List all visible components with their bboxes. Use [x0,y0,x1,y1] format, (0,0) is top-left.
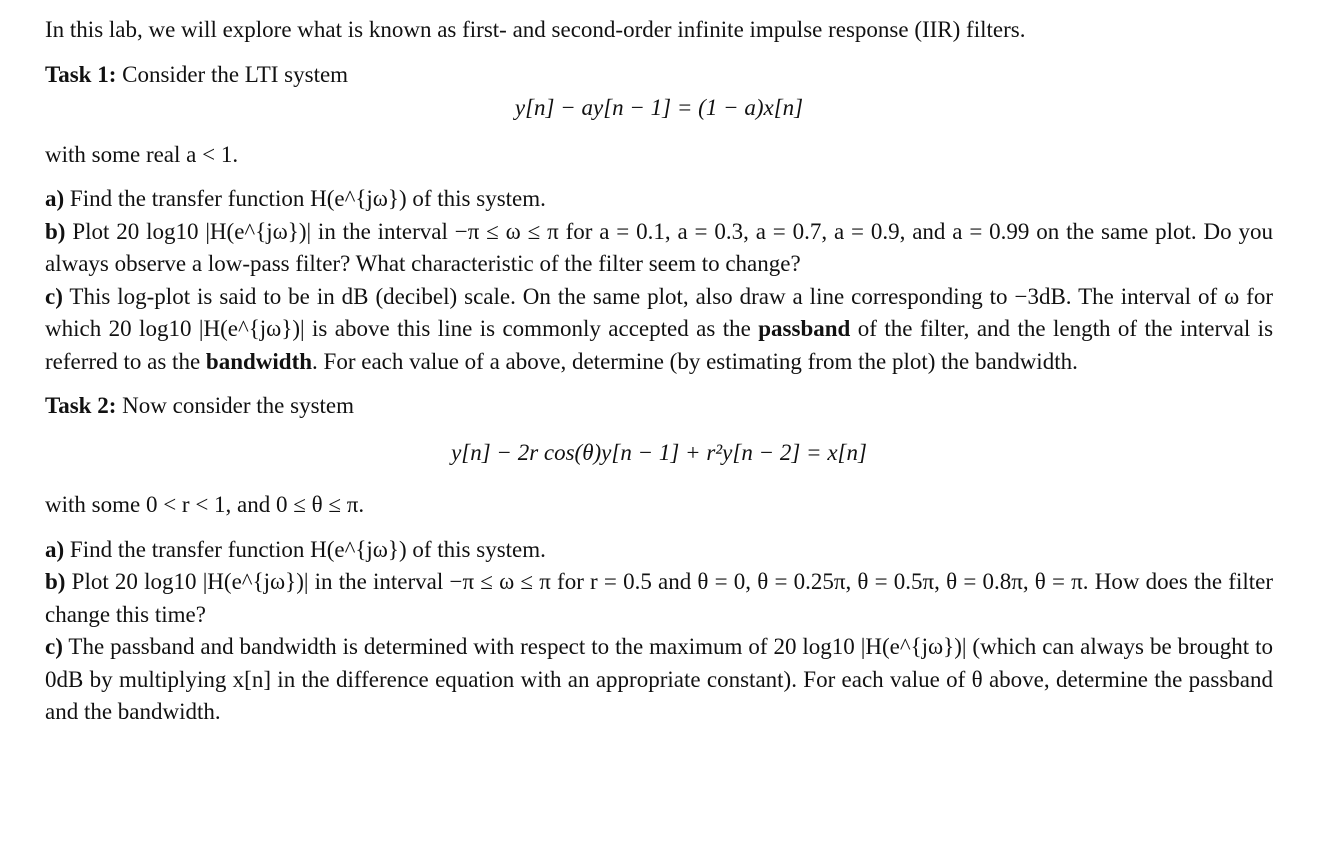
task1-lead: Consider the LTI system [122,61,349,87]
document-body [45,14,1273,729]
task2-part-c [45,631,1273,729]
task1-a-text: Find the transfer function H(e^{jω}) of this system. [69,186,546,211]
task2-equation-text: y[n] − 2r cos(θ)y[n − 1] + r²y[n − 2] = x[n] [451,439,867,465]
task1-c-text-3: . For each value of a above, determine (by estimating from the plot) the bandwidth. [312,348,1078,374]
task1-part-b [45,216,1273,281]
task2-label: Task 2: [45,393,117,418]
task2-c-text: The passband and bandwidth is determined with respect to the maximum of 20 log10 |H(e^{jω})| (which can always be brought to 0dB by multiplying x[n] in the difference equation with an appropriate constant). For each value of θ above, determine the passband and the bandwidth. [45,634,1273,724]
task2-b-label: b) [45,569,66,594]
task2-equation [45,437,1273,470]
task2-condition-text: with some 0 < r < 1, and 0 ≤ θ ≤ π. [45,492,365,517]
task1-c-text-1: This log-plot is said to be in dB (decibel) scale. On the same plot, also draw a line corresponding to −3dB. The interval of ω for which 20 log10 |H(e^{jω})| is above this line is commonly accepted as the [45,283,1273,341]
task1-c-bold-bandwidth: bandwidth [205,348,313,374]
task1-condition-text: with some real a < 1. [45,141,239,167]
task1-c-text-2: of the filter, and the length of the interval is referred to as the [45,316,1274,374]
task2-lead: Now consider the system [122,393,355,418]
task2-heading [45,390,1273,423]
task1-c-label: c) [45,283,63,309]
task1-equation [45,92,1273,125]
task1-part-c [45,281,1273,379]
task2-part-b [45,566,1273,631]
task1-heading [45,59,1273,92]
task1-b-text: Plot 20 log10 |H(e^{jω})| in the interval −π ≤ ω ≤ π for a = 0.1, a = 0.3, a = 0.7, a = 0.9, and a = 0.99 on the same plot. Do you always observe a low-pass filter? What characteristic of the filter seem to change? [45,218,1273,276]
task2-a-text: Find the transfer function H(e^{jω}) of this system. [69,536,546,562]
task2-c-label: c) [45,634,63,659]
intro-text: In this lab, we will explore what is known as first- and second-order infinite impulse response (IIR) filters. [45,17,1026,42]
task1-c-bold-passband: passband [758,316,851,341]
task1-label: Task 1: [45,61,117,87]
task2-condition [45,489,1273,522]
task2-b-text: Plot 20 log10 |H(e^{jω})| in the interval −π ≤ ω ≤ π for r = 0.5 and θ = 0, θ = 0.25π, θ = 0.5π, θ = 0.8π, θ = π. How does the filter change this time? [45,569,1274,627]
task1-condition [45,139,1273,172]
task1-equation-text: y[n] − ay[n − 1] = (1 − a)x[n] [514,95,804,120]
task1-part-a [45,183,1273,216]
intro-paragraph [45,14,1273,47]
task2-part-a [45,534,1273,567]
task2-a-label: a) [45,536,65,562]
task1-b-label: b) [45,218,66,244]
task1-a-label: a) [45,186,65,211]
